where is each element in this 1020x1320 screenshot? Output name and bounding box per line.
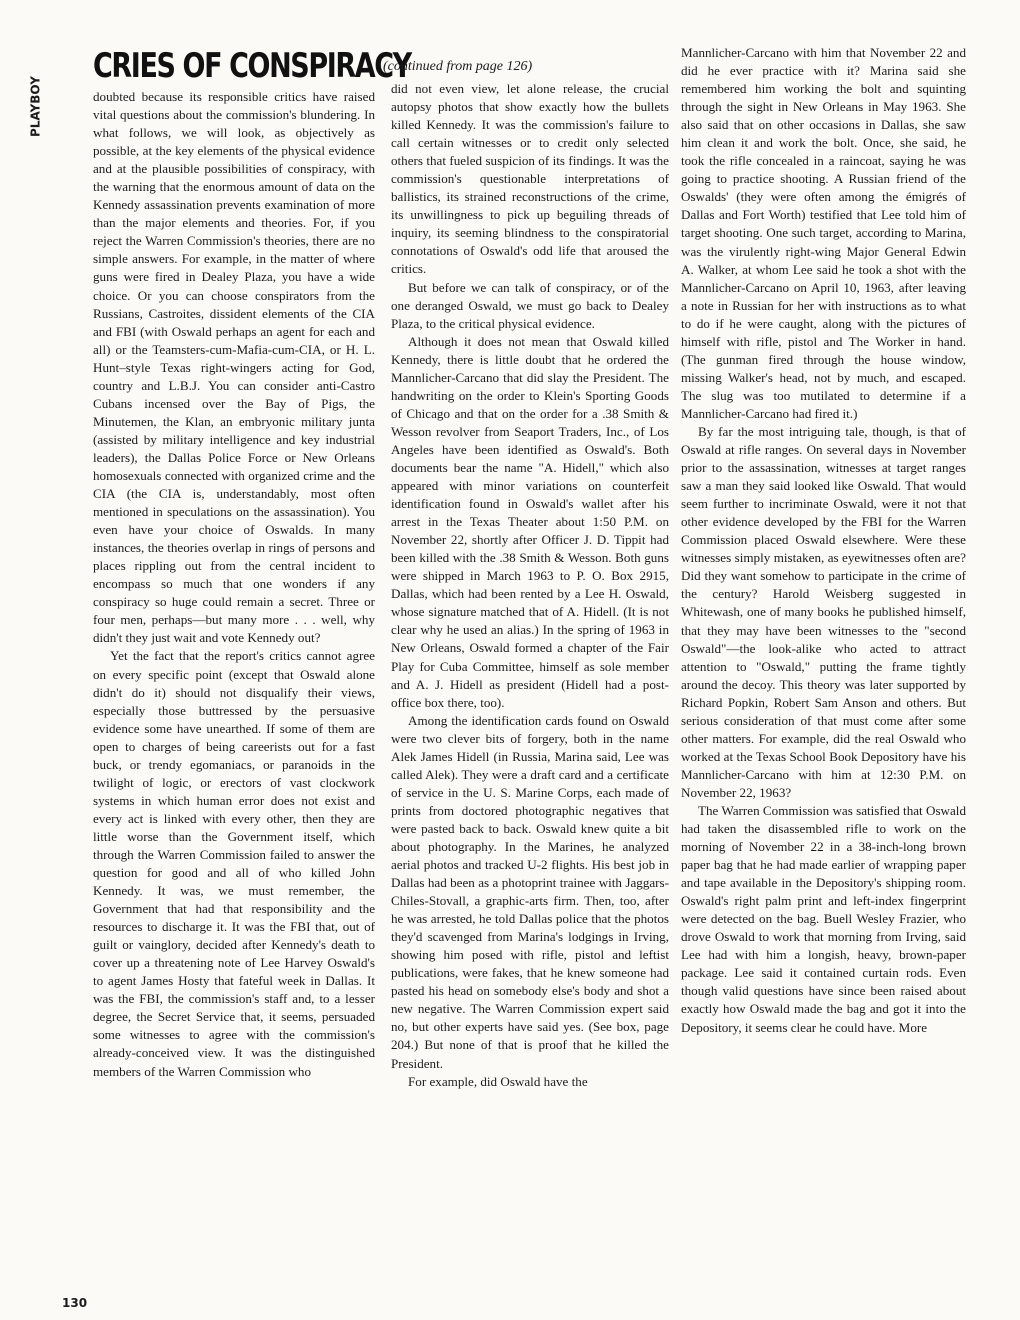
- column-2: [391, 80, 669, 1091]
- page-number: 130: [62, 1296, 88, 1310]
- column-1: [93, 88, 375, 1081]
- paragraph: The Warren Commission was satisfied that Oswald had taken the disassembled rifle to work on the morning of November 22 in a 38-inch-long brown paper bag that he had made earlier of wrapping paper and tape available in the Depository's shipping room. Oswald's right palm print and left-index fingerprint were detected on the bag. Buell Wesley Frazier, who drove Oswald to work that morning from Irving, said Lee had with him a longish, heavy, brown-paper package. Lee said it contained curtain rods. Even though valid questions have since been raised about exactly how Oswald made the bag and got it into the Depository, it seems clear he could have. More: [681, 802, 966, 1035]
- paragraph: For example, did Oswald have the: [408, 1073, 588, 1089]
- headline: CRIES OF CONSPIRACY: [93, 47, 411, 86]
- paragraph: Mannlicher-Carcano with him that November 22 and did he ever practice with it? Marina said she remembered him working the bolt and squinting through the sight in New Orleans in May 1963. She also said that on other occasions in Dallas, she saw him clean it and work the bolt. Once, she said, he took the rifle concealed in a raincoat, saying he was going to practice shooting. A Russian friend of the Oswalds' (they were often among the émigrés of Dallas and Fort Worth) testified that Lee told him of target shooting. One such target, according to Marina, was the virulently right-wing Major General Edwin A. Walker, at whom Lee said he took a shot with the Mannlicher-Carcano on April 10, 1963, after leaving a note in Russian for her with instructions as to what to do if he were caught, along with the pictures of himself with rifle, pistol and The Worker in hand. (The gunman fired through the house window, missing Walker's head, not by much, and escaped. The slug was too mutilated to determine if a Mannlicher-Carcano had fired it.): [681, 45, 966, 421]
- paragraph: Although it does not mean that Oswald killed Kennedy, there is little doubt that he ordered the Mannlicher-Carcano that did slay the President. The handwriting on the order to Klein's Sporting Goods of Chicago and that on the order for a .38 Smith & Wesson revolver from Seaport Traders, Inc., of Los Angeles have been identified as Oswald's. Both documents bear the name "A. Hidell," which also appeared with minor variations on counterfeit identification found in Oswald's wallet after his arrest in the Texas Theater about 1:50 P.M. on November 22, shortly after Officer J. D. Tippit had been killed with the .38 Smith & Wesson. Both guns were shipped in March 1963 to P. O. Box 2915, Dallas, which had been rented by a Lee H. Oswald, whose signature matched that of A. Hidell. (It is not clear why he used an alias.) In the spring of 1963 in New Orleans, Oswald formed a chapter of the Fair Play for Cuba Committee, himself as sole member and A. J. Hidell as president (Hidell had a post-office box there, too).: [391, 333, 669, 710]
- paragraph: Among the identification cards found on Oswald were two clever bits of forgery, both in the name Alek James Hidell (in Russia, Marina said, Lee was called Alek). They were a draft card and a certificate of service in the U. S. Marine Corps, each made of prints from doctored photographic negatives that were pasted back to back. Oswald knew quite a bit about photography. In the Marines, he analyzed aerial photos and tracked U-2 flights. His best job in Dallas had been as a photoprint trainee with Jaggars-Chiles-Stovall, a graphic-arts firm. Then, too, after he was arrested, he told Dallas police that the photos they'd scavenged from Marina's lodgings in Irving, showing him posed with rifle, pistol and leftist publications, were fakes, that he knew someone had pasted his head on somebody else's body and shot a new negative. The Warren Commission expert said no, but other experts have said yes. (See box, page 204.) But none of that is proof that he killed the President.: [391, 712, 669, 1071]
- paragraph: But before we can talk of conspiracy, or of the one deranged Oswald, we must go back to Dealey Plaza, to the critical physical evidence.: [391, 279, 669, 331]
- paragraph: doubted because its responsible critics have raised vital questions about the commission's blundering. In what follows, we will look, as objectively as possible, at the key elements of the physical evidence and at the plausible possibilities of conspiracy, with the warning that the enormous amount of data on the Kennedy assassination prevents examination of more than the major elements and theories. For, if you reject the Warren Commission's theories, there are no simple answers. For example, in the matter of where guns were fired in Dealey Plaza, you have a wide choice. Or you can choose conspirators from the Russians, Castroites, dissident elements of the CIA and FBI (with Oswald perhaps an agent for each and all) or the Teamsters-cum-Mafia-cum-CIA, or H. L. Hunt–style Texas right-wingers acting for God, country and L.B.J. You can consider anti-Castro Cubans incensed over the Bay of Pigs, the Minutemen, the Klan, an embryonic military junta (assisted by military intelligence and key industrial leaders), the Dallas Police Force or New Orleans homosexuals connected with organized crime and the CIA (the CIA is, understandably, most often mentioned in speculations on the assassination). You even have your choice of Oswalds. In many instances, the theories overlap in rings of persons and places rippling out from the central incident to encompass so much that one wonders if any conspiracy so huge could remain a secret. Three or four men, perhaps—but many more . . . well, why didn't they just wait and vote Kennedy out?: [93, 89, 375, 646]
- column-3: [681, 44, 966, 1037]
- magazine-name: PLAYBOY: [28, 76, 43, 138]
- continued-note: (continued from page 126): [383, 59, 533, 74]
- paragraph: did not even view, let alone release, the crucial autopsy photos that show exactly how the bullets killed Kennedy. It was the commission's failure to call certain witnesses or to credit only selected others that fueled suspicion of its findings. It was the commission's questionable interpretations of ballistics, its strained reconstructions of the crime, its unwillingness to pick up beguiling threads of inquiry, its seeming blindness to the conspiratorial connotations of Oswald's odd life that aroused the critics.: [391, 81, 669, 277]
- paragraph: By far the most intriguing tale, though, is that of Oswald at rifle ranges. On several days in November prior to the assassination, witnesses at target ranges saw a man they said looked like Oswald. That would seem further to incriminate Oswald, were it not that other evidence developed by the FBI for the Warren Commission placed Oswald elsewhere. Were these witnesses simply mistaken, as eyewitnesses often are? Did they want somehow to participate in the crime of the century? Harold Weisberg suggested in Whitewash, one of many books he published himself, that they may have been witnesses to the "second Oswald"—the look-alike who acted to attract attention to "Oswald," putting the frame tightly around the decoy. This theory was later supported by Richard Popkin, Robert Sam Anson and others. But serious consideration of that must come after some other matters. For example, did the real Oswald who worked at the Texas School Book Depository have his Mannlicher-Carcano with him at 12:30 P.M. on November 22, 1963?: [681, 423, 966, 800]
- paragraph: Yet the fact that the report's critics cannot agree on every specific point (except that Oswald alone didn't do it) should not disqualify their views, especially those buttressed by the persuasive evidence some have unearthed. If some of them are open to charges of being careerists out for a fast buck, or trendy egomaniacs, or paranoids in the twilight of logic, or erectors of vast clockwork systems in which human error does not exist and every act is linked with every other, then they are little worse than the Government itself, which through the Warren Commission failed to answer the question for good and all of who killed John Kennedy. It was, we must remember, the Government that had that responsibility and the resources to discharge it. It was the FBI that, out of guilt or vainglory, decided after Kennedy's death to cover up a threatening note of Lee Harvey Oswald's to agent James Hosty that fateful week in Dallas. It was the FBI, the commission's staff and, to a lesser degree, the Secret Service that, it seems, persuaded some witnesses to agree with the commission's already-conceived view. It was the distinguished members of the Warren Commission who: [93, 648, 375, 1079]
